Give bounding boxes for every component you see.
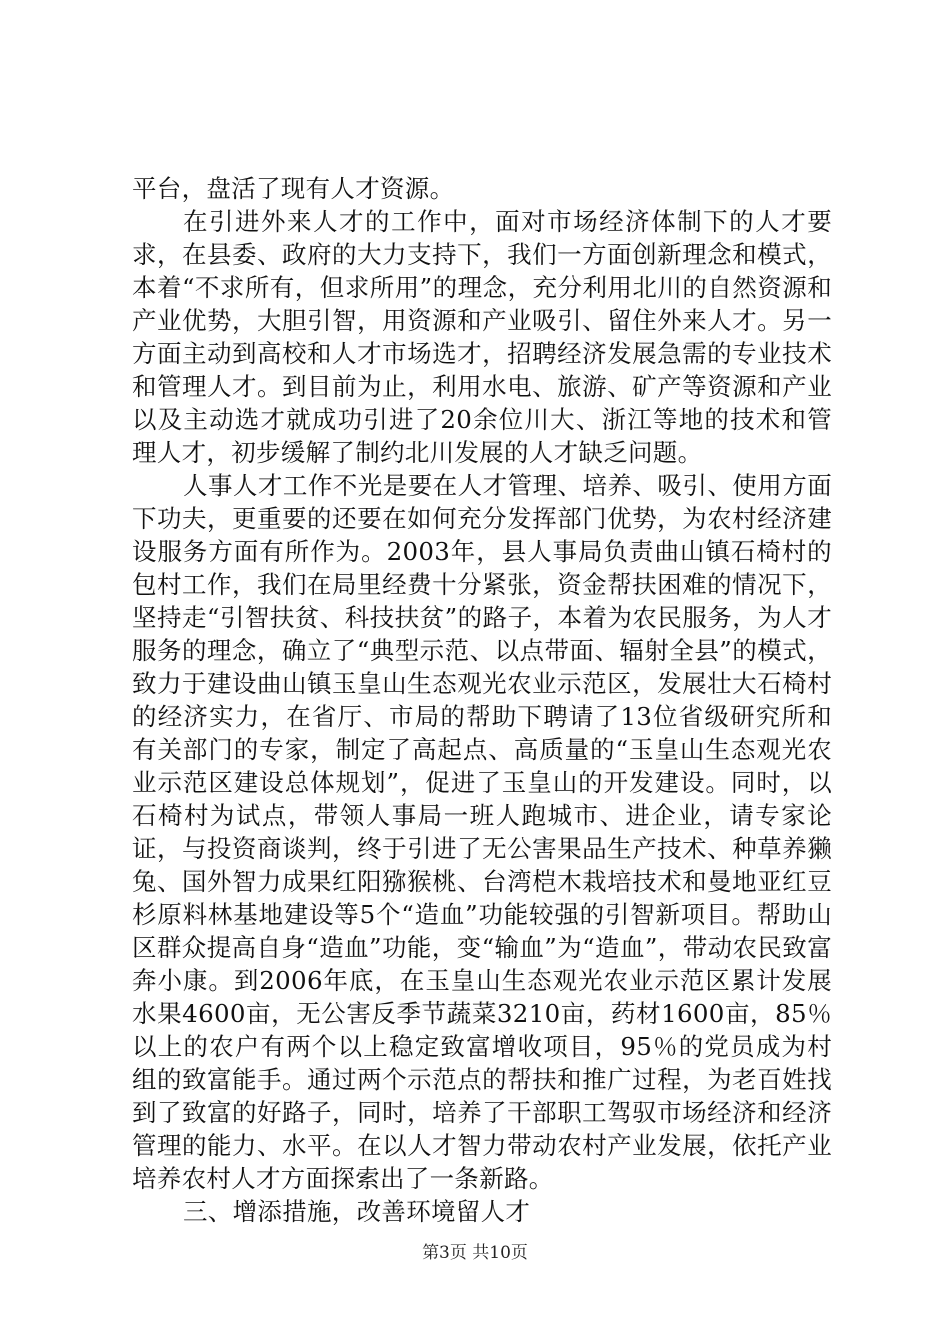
- section-heading: 三、增添措施，改善环境留人才: [183, 1197, 531, 1226]
- paragraph-continuation: 平台，盘活了现有人才资源。: [132, 174, 455, 203]
- document-body: [132, 172, 832, 1228]
- page-footer: 第3页 共10页: [422, 1243, 528, 1263]
- paragraph-talent-introduction: 在引进外来人才的工作中，面对市场经济体制下的人才要求，在县委、政府的大力支持下，我们一方面创新理念和模式，本着“不求所有，但求所用”的理念，充分利用北川的自然资源和产业优势，大胆引智，用资源和产业吸引、留住外来人才。另一方面主动到高校和人才市场选才，招聘经济发展急需的专业技术和管理人才。到目前为止，利用水电、旅游、矿产等资源和产业以及主动选才就成功引进了20余位川大、浙江等地的技术和管理人才，初步缓解了制约北川发展的人才缺乏问题。: [132, 207, 832, 467]
- paragraph-rural-development: 人事人才工作不光是要在人才管理、培养、吸引、使用方面下功夫，更重要的还要在如何充分发挥部门优势，为农村经济建设服务方面有所作为。2003年，县人事局负责曲山镇石椅村的包村工作，我们在局里经费十分紧张，资金帮扶困难的情况下，坚持走“引智扶贫、科技扶贫”的路子，本着为农民服务，为人才服务的理念，确立了“典型示范、以点带面、辐射全县”的模式，致力于建设曲山镇玉皇山生态观光农业示范区，发展壮大石椅村的经济实力，在省厅、市局的帮助下聘请了13位省级研究所和有关部门的专家，制定了高起点、高质量的“玉皇山生态观光农业示范区建设总体规划”，促进了玉皇山的开发建设。同时，以石椅村为试点，带领人事局一班人跑城市、进企业，请专家论证，与投资商谈判，终于引进了无公害果品生产技术、种草养獭兔、国外智力成果红阳猕猴桃、台湾桤木栽培技术和曼地亚红豆杉原料林基地建设等5个“造血”功能较强的引智新项目。帮助山区群众提高自身“造血”功能，变“输血”为“造血”，带动农民致富奔小康。到2006年底，在玉皇山生态观光农业示范区累计发展水果4600亩，无公害反季节蔬菜3210亩，药材1600亩，85％以上的农户有两个以上稳定致富增收项目，95％的党员成为村组的致富能手。通过两个示范点的帮扶和推广过程，为老百姓找到了致富的好路子，同时，培养了干部职工驾驭市场经济和经济管理的能力、水平。在以人才智力带动农村产业发展，依托产业培养农村人才方面探索出了一条新路。: [132, 471, 832, 1193]
